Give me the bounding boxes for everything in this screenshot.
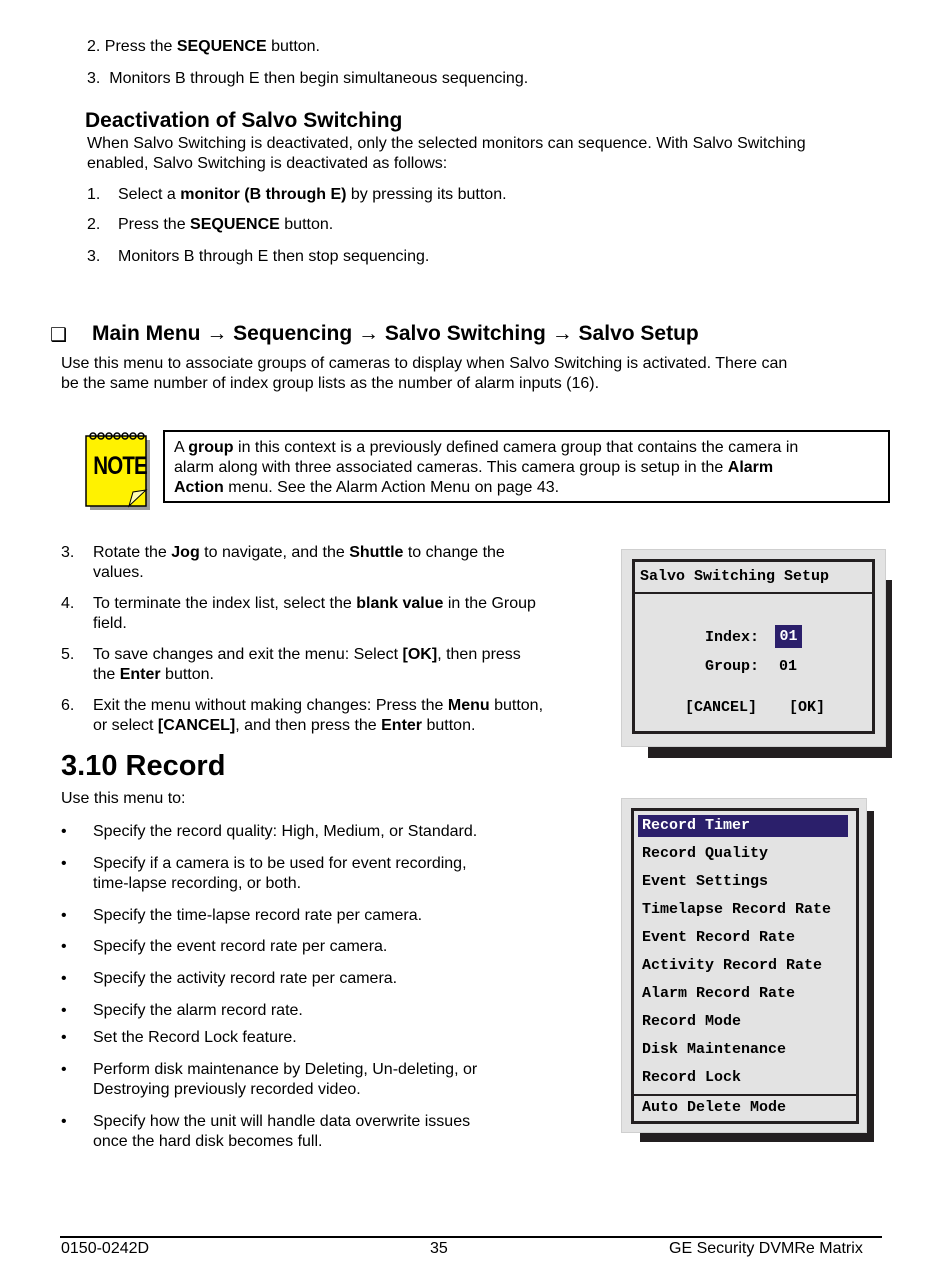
- deactivation-step-2: 2. Press the SEQUENCE button.: [87, 216, 334, 233]
- bullet-text-line: Destroying previously recorded video.: [93, 1081, 361, 1098]
- bullet-icon: •: [61, 938, 67, 955]
- top-step-3: 3. Monitors B through E then begin simultaneous sequencing.: [87, 70, 529, 87]
- deactivation-step-1: 1. Select a monitor (B through E) by pressing its button.: [87, 186, 507, 203]
- record-menu-divider: [634, 1094, 856, 1096]
- record-intro: Use this menu to:: [61, 790, 186, 807]
- footer-rule: [60, 1236, 882, 1238]
- bullet-text-line: Set the Record Lock feature.: [93, 1029, 297, 1046]
- index-label: Index:: [705, 629, 760, 646]
- bullet-icon: •: [61, 1113, 67, 1130]
- menu-item-record-quality[interactable]: Record Quality: [642, 845, 769, 862]
- bullet-text-line: Specify the event record rate per camera.: [93, 938, 388, 955]
- record-menu-panel: [621, 798, 867, 1133]
- footer-doc-number: 0150-0242D: [61, 1240, 150, 1257]
- bullet-icon: •: [61, 907, 67, 924]
- step-number: 3.: [87, 70, 101, 87]
- salvo-panel-frame: [632, 559, 875, 734]
- note-icon: [85, 432, 151, 510]
- menu-item-activity-record-rate[interactable]: Activity Record Rate: [642, 957, 823, 974]
- index-value[interactable]: 01: [775, 625, 802, 648]
- deactivation-intro-1: When Salvo Switching is deactivated, only the selected monitors can sequence. With Salvo Switching: [87, 135, 806, 152]
- salvo-title-divider: [635, 592, 872, 594]
- bullet-text-line: Perform disk maintenance by Deleting, Un-deleting, or: [93, 1061, 478, 1078]
- step-number: 2.: [87, 38, 101, 55]
- checkbox-icon: ❑: [50, 324, 68, 346]
- record-heading: 3.10 Record: [61, 750, 226, 782]
- note-line-2: alarm along with three associated cameras. This camera group is setup in the Alarm: [174, 459, 774, 476]
- menu-desc-2: be the same number of index group lists as the number of alarm inputs (16).: [61, 375, 600, 392]
- note-line-3: Action menu. See the Alarm Action Menu on page 43.: [174, 479, 560, 496]
- menu-item-event-record-rate[interactable]: Event Record Rate: [642, 929, 796, 946]
- bullet-text-line: Specify the record quality: High, Medium, or Standard.: [93, 823, 478, 840]
- menu-item-disk-maintenance[interactable]: Disk Maintenance: [642, 1041, 787, 1058]
- menu-item-timelapse-record-rate[interactable]: Timelapse Record Rate: [642, 901, 832, 918]
- top-step-2: 2. Press the SEQUENCE button.: [87, 38, 320, 55]
- menu-item-alarm-record-rate[interactable]: Alarm Record Rate: [642, 985, 796, 1002]
- bullet-icon: •: [61, 1029, 67, 1046]
- group-value[interactable]: 01: [779, 658, 798, 675]
- bullet-icon: •: [61, 970, 67, 987]
- group-label: Group:: [705, 658, 760, 675]
- bullet-text-line: Specify how the unit will handle data overwrite issues: [93, 1113, 471, 1130]
- menu-item-auto-delete-mode[interactable]: Auto Delete Mode: [642, 1099, 787, 1116]
- bullet-text-line: Specify the alarm record rate.: [93, 1002, 303, 1019]
- footer-product: GE Security DVMRe Matrix: [669, 1240, 863, 1257]
- note-line-1: A group in this context is a previously defined camera group that contains the camera in: [174, 439, 799, 456]
- note-box: [163, 430, 890, 503]
- footer-page-number: 35: [430, 1240, 448, 1257]
- bullet-text-line: Specify if a camera is to be used for event recording,: [93, 855, 467, 872]
- bullet-icon: •: [61, 1002, 67, 1019]
- deactivation-intro-2: enabled, Salvo Switching is deactivated as follows:: [87, 155, 448, 172]
- note-icon-label: NOTE: [93, 452, 147, 480]
- menu-item-record-mode[interactable]: Record Mode: [642, 1013, 742, 1030]
- bullet-text-line: time-lapse recording, or both.: [93, 875, 302, 892]
- menu-desc-1: Use this menu to associate groups of cameras to display when Salvo Switching is activated. There can: [61, 355, 788, 372]
- bullet-text-line: Specify the time-lapse record rate per camera.: [93, 907, 423, 924]
- bullet-icon: •: [61, 823, 67, 840]
- menu-path-heading: Main Menu → Sequencing → Salvo Switching → Salvo Setup: [92, 322, 699, 345]
- bullet-icon: •: [61, 855, 67, 872]
- bullet-icon: •: [61, 1061, 67, 1078]
- cancel-button[interactable]: [CANCEL]: [685, 699, 758, 716]
- bullet-text-line: Specify the activity record rate per camera.: [93, 970, 398, 987]
- record-menu-frame: [631, 808, 859, 1124]
- deactivation-step-3: 3. Monitors B through E then stop sequencing.: [87, 248, 430, 265]
- salvo-panel: [621, 549, 886, 747]
- menu-item-record-lock[interactable]: Record Lock: [642, 1069, 742, 1086]
- menu-item-event-settings[interactable]: Event Settings: [642, 873, 769, 890]
- bullet-text-line: once the hard disk becomes full.: [93, 1133, 323, 1150]
- salvo-panel-title: Salvo Switching Setup: [640, 568, 830, 585]
- ok-button[interactable]: [OK]: [789, 699, 826, 716]
- deactivation-heading: Deactivation of Salvo Switching: [85, 109, 403, 132]
- menu-item-record-timer[interactable]: Record Timer: [638, 815, 848, 837]
